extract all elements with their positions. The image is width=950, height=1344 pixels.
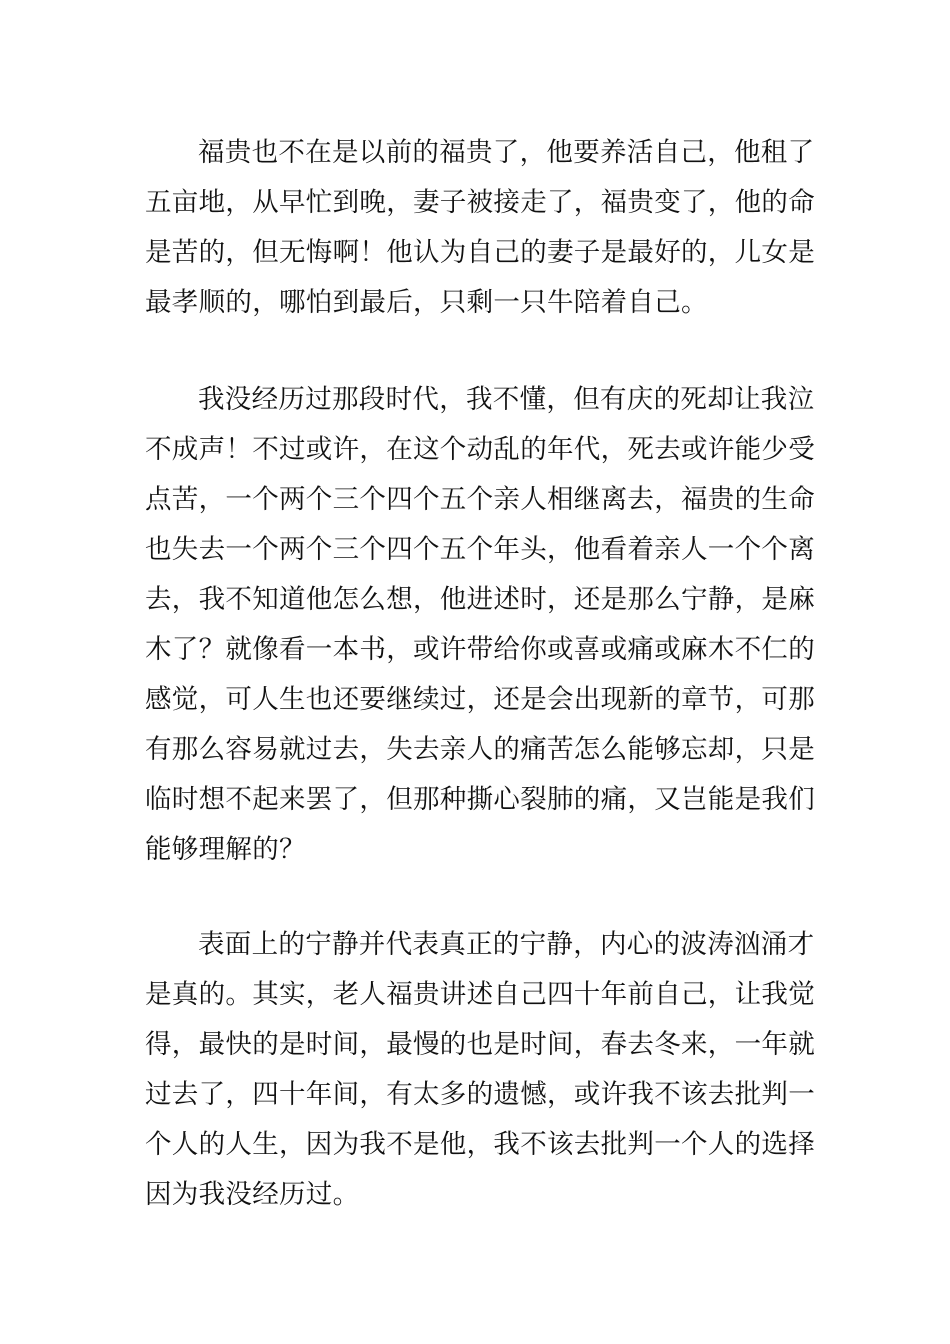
paragraph-line: 表面上的宁静并代表真正的宁静，内心的波涛汹涌才 <box>198 929 815 960</box>
paragraph-1 <box>145 128 815 328</box>
paragraph-line: 是苦的，但无悔啊！他认为自己的妻子是最好的，儿女是 <box>145 237 815 268</box>
paragraph-line: 五亩地，从早忙到晚，妻子被接走了，福贵变了，他的命 <box>145 187 815 218</box>
paragraph-line: 去，我不知道他怎么想，他进述时，还是那么宁静，是麻 <box>145 584 815 615</box>
paragraph-line: 有那么容易就过去，失去亲人的痛苦怎么能够忘却，只是 <box>145 734 815 765</box>
paragraph-line: 过去了，四十年间，有太多的遗憾，或许我不该去批判一 <box>145 1079 815 1110</box>
paragraph-line: 个人的人生，因为我不是他，我不该去批判一个人的选择 <box>145 1129 815 1160</box>
paragraph-line: 得，最快的是时间，最慢的也是时间，春去冬来，一年就 <box>145 1029 815 1060</box>
paragraph-line: 不成声！不过或许，在这个动乱的年代，死去或许能少受 <box>145 434 815 465</box>
paragraph-2 <box>145 375 815 875</box>
paragraph-line: 因为我没经历过。 <box>145 1179 360 1210</box>
paragraph-line: 最孝顺的，哪怕到最后，只剩一只牛陪着自己。 <box>145 287 708 318</box>
paragraph-line: 感觉，可人生也还要继续过，还是会出现新的章节，可那 <box>145 684 815 715</box>
paragraph-line: 临时想不起来罢了，但那种撕心裂肺的痛，又岂能是我们 <box>145 784 815 815</box>
paragraph-line: 能够理解的？ <box>145 834 306 865</box>
paragraph-line: 是真的。其实，老人福贵讲述自己四十年前自己，让我觉 <box>145 979 815 1010</box>
paragraph-line: 也失去一个两个三个四个五个年头，他看着亲人一个个离 <box>145 534 815 565</box>
paragraph-line: 木了？就像看一本书，或许带给你或喜或痛或麻木不仁的 <box>145 634 815 665</box>
paragraph-line: 点苦，一个两个三个四个五个亲人相继离去，福贵的生命 <box>145 484 815 515</box>
paragraph-line: 福贵也不在是以前的福贵了，他要养活自己，他租了 <box>198 137 815 168</box>
paragraph-line: 我没经历过那段时代，我不懂，但有庆的死却让我泣 <box>198 384 815 415</box>
paragraph-3 <box>145 920 815 1220</box>
